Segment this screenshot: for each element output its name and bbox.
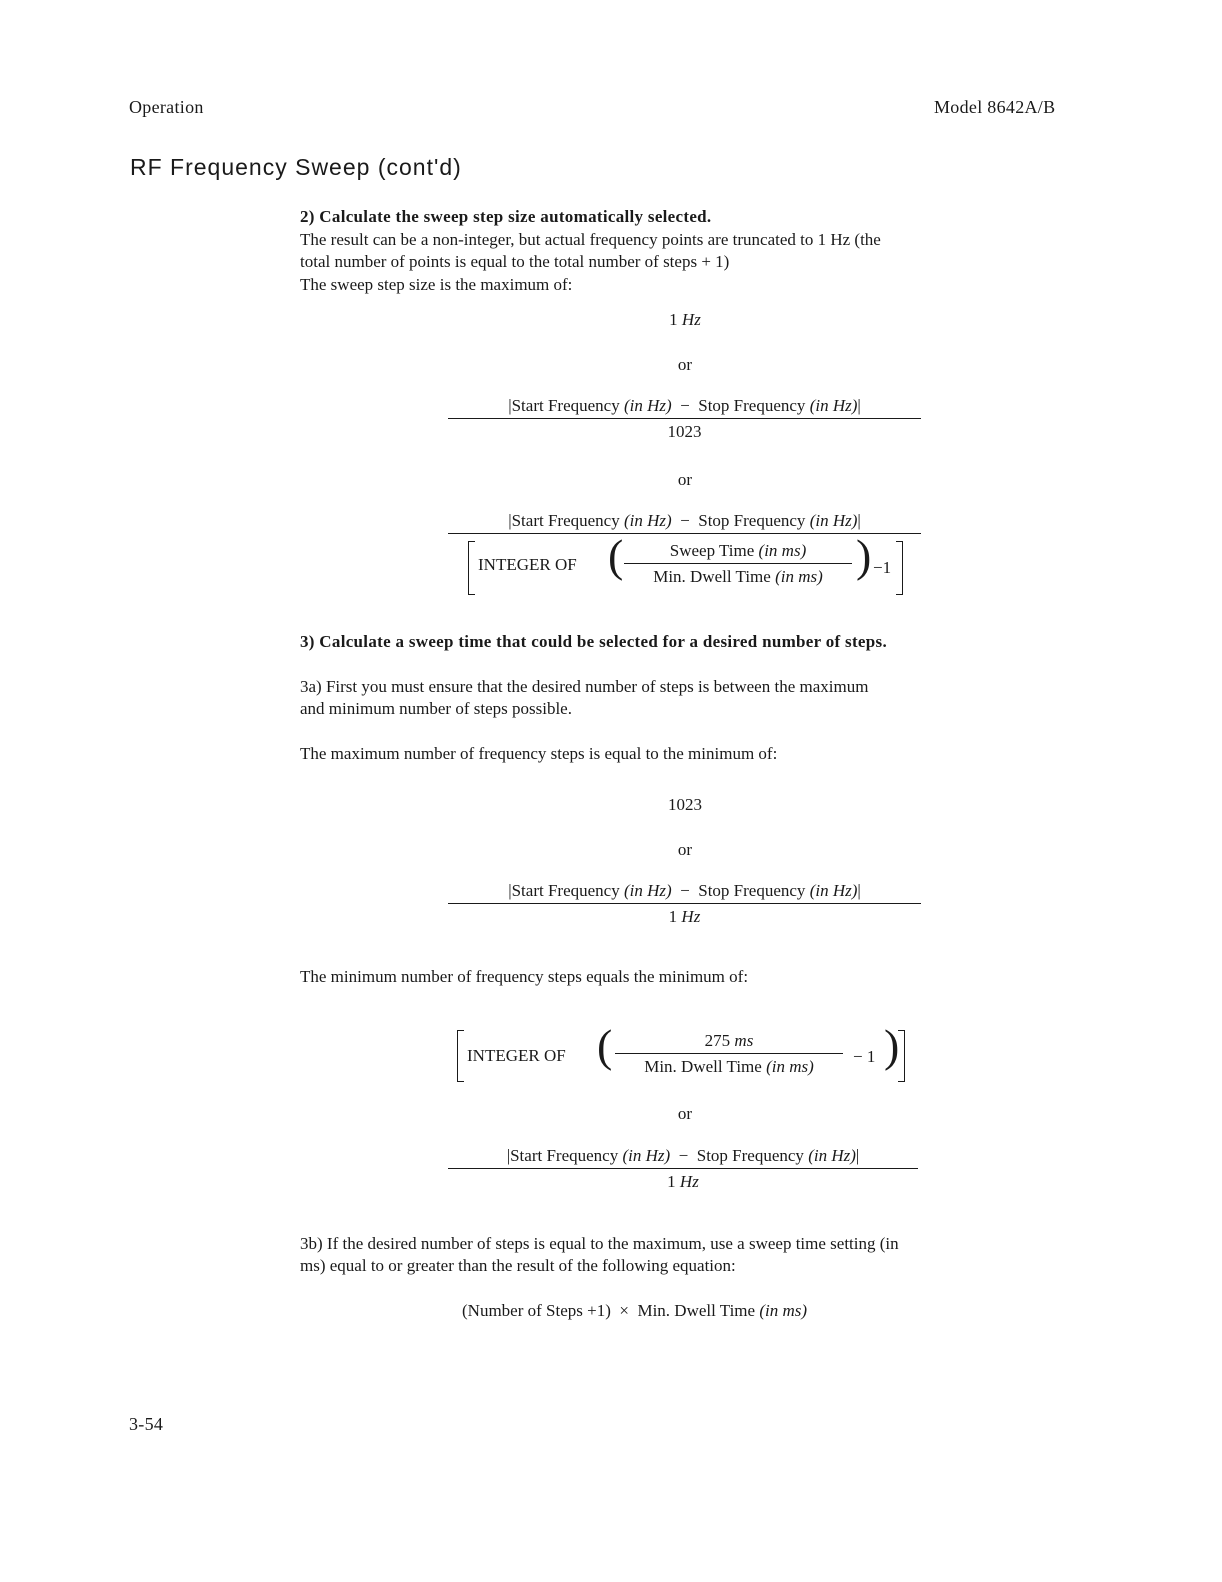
step2-line2: total number of points is equal to the total number of steps + 1) bbox=[300, 252, 730, 271]
left-paren: ( bbox=[608, 530, 624, 581]
left-paren: ( bbox=[597, 1020, 613, 1071]
right-bracket bbox=[898, 1030, 905, 1082]
fraction-span-over-integer bbox=[448, 511, 921, 534]
right-paren: ) bbox=[856, 530, 872, 581]
inner-fraction-275-over-dwell bbox=[615, 1031, 843, 1077]
step3a-line2: and minimum number of steps possible. bbox=[300, 699, 572, 718]
integer-of-label: INTEGER OF bbox=[467, 1046, 566, 1065]
eq-1hz-value: 1 bbox=[669, 310, 678, 329]
fraction-denominator: 1 Hz bbox=[667, 1172, 699, 1191]
section-title: RF Frequency Sweep (cont'd) bbox=[130, 154, 462, 180]
eq-or-3: or bbox=[677, 840, 693, 859]
left-bracket bbox=[468, 541, 475, 595]
eq-1hz bbox=[600, 308, 770, 331]
inner-denominator: Min. Dwell Time (in ms) bbox=[653, 567, 823, 586]
step2-heading: 2) Calculate the sweep step size automatically selected. bbox=[300, 207, 712, 226]
step3b-line1: 3b) If the desired number of steps is equal to the maximum, use a sweep time setting (in bbox=[300, 1234, 899, 1253]
fraction-span-over-1hz-2 bbox=[448, 1146, 918, 1192]
step3-heading: 3) Calculate a sweep time that could be selected for a desired number of steps. bbox=[300, 632, 887, 651]
min-steps-text: The minimum number of frequency steps equals the minimum of: bbox=[300, 967, 749, 986]
fraction-denominator: 1023 bbox=[667, 422, 702, 441]
step3b-line2: ms) equal to or greater than the result of the following equation: bbox=[300, 1256, 736, 1275]
left-bracket bbox=[457, 1030, 464, 1082]
step2-line3: The sweep step size is the maximum of: bbox=[300, 275, 573, 294]
right-paren: ) bbox=[884, 1020, 900, 1071]
fraction-numerator: |Start Frequency (in Hz) − Stop Frequency (in Hz)| bbox=[508, 881, 861, 900]
inner-fraction-sweep-over-dwell bbox=[624, 541, 852, 587]
fraction-denominator: 1 Hz bbox=[668, 907, 701, 926]
inner-denominator: Min. Dwell Time (in ms) bbox=[644, 1057, 814, 1076]
eq-or-4: or bbox=[677, 1104, 693, 1123]
header-left: Operation bbox=[129, 97, 204, 117]
inner-numerator: Sweep Time (in ms) bbox=[669, 541, 807, 560]
final-equation: (Number of Steps +1) × Min. Dwell Time (in ms) bbox=[462, 1301, 808, 1320]
step3a-line1: 3a) First you must ensure that the desired number of steps is between the maximum bbox=[300, 677, 869, 696]
fraction-span-over-1hz bbox=[448, 881, 921, 927]
header-right: Model 8642A/B bbox=[934, 97, 1056, 117]
page-number: 3-54 bbox=[129, 1414, 164, 1434]
minus-one: − 1 bbox=[853, 1047, 876, 1066]
eq-1hz-unit: Hz bbox=[681, 310, 701, 329]
fraction-bar bbox=[448, 533, 921, 534]
integer-of-label: INTEGER OF bbox=[478, 555, 577, 574]
fraction-numerator: |Start Frequency (in Hz) − Stop Frequency (in Hz)| bbox=[508, 511, 861, 530]
right-bracket bbox=[896, 541, 903, 595]
eq-1023: 1023 bbox=[668, 795, 702, 814]
eq-or-2: or bbox=[677, 470, 693, 489]
fraction-numerator: |Start Frequency (in Hz) − Stop Frequency (in Hz)| bbox=[508, 396, 861, 415]
inner-numerator: 275 ms bbox=[704, 1031, 754, 1050]
minus-one: −1 bbox=[873, 558, 892, 577]
step2-line1: The result can be a non-integer, but actual frequency points are truncated to 1 Hz (the bbox=[300, 230, 881, 249]
max-steps-text: The maximum number of frequency steps is equal to the minimum of: bbox=[300, 744, 778, 763]
fraction-span-over-1023 bbox=[448, 396, 921, 442]
eq-or-1: or bbox=[677, 355, 693, 374]
fraction-numerator: |Start Frequency (in Hz) − Stop Frequency (in Hz)| bbox=[506, 1146, 860, 1165]
